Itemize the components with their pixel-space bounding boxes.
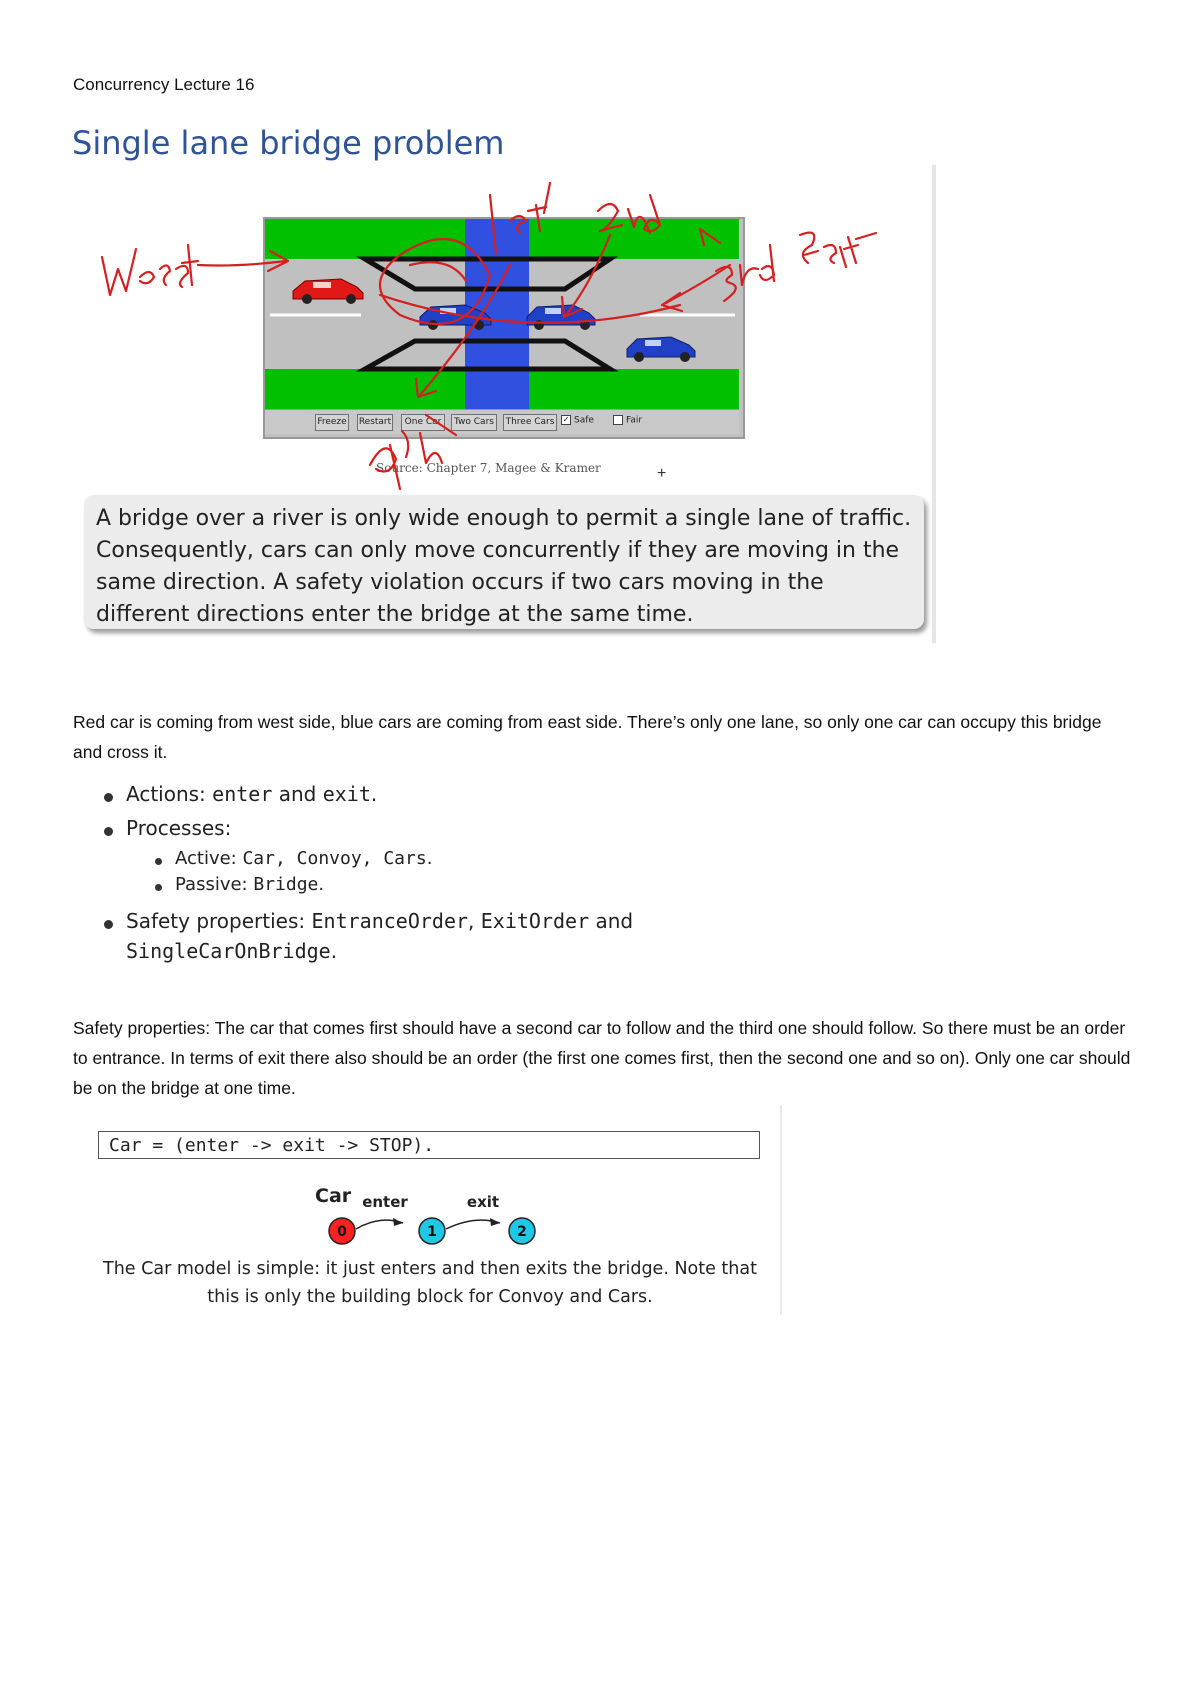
state-2-label: 2	[517, 1224, 527, 1240]
bullet-dot	[104, 920, 113, 929]
fair-label: Fair	[626, 415, 643, 426]
paragraph-safety: Safety properties: The car that comes first should have a second car to follow and the third one should follow. So there must be an order to entrance. In terms of exit there also should be an order (the first one comes first, then the second one and so on). Only one car should be on the bridge at one time.	[73, 1018, 1131, 1098]
actions-processes-figure	[90, 782, 690, 972]
single-car-on-bridge: SingleCarOnBridge	[126, 939, 331, 963]
two-cars-button[interactable]: Two Cars	[451, 414, 497, 431]
car-model-figure	[90, 1105, 790, 1315]
freeze-button[interactable]: Freeze	[315, 414, 349, 431]
figure-edge	[780, 1105, 782, 1315]
lts-title: Car	[315, 1185, 352, 1207]
entrance-order: EntranceOrder	[311, 909, 469, 933]
sub-bullet-active	[175, 848, 432, 869]
one-car-button[interactable]: One Car	[401, 414, 445, 431]
active-items: Car, Convoy, Cars	[242, 848, 427, 869]
safety-label: Safety properties:	[126, 909, 312, 933]
simulation-controls	[265, 409, 739, 434]
sub-bullet-dot	[155, 858, 162, 865]
comma-text: ,	[468, 909, 481, 933]
figure-source-caption: Source: Chapter 7, Magee & Kramer	[376, 461, 601, 475]
fair-checkbox[interactable]	[613, 415, 642, 426]
state-1-label: 1	[427, 1224, 437, 1240]
and-text: and	[272, 782, 323, 806]
enter-label: enter	[362, 1193, 408, 1211]
bullet-dot	[104, 827, 113, 836]
bullet-actions	[126, 782, 377, 806]
state-0-label: 0	[337, 1224, 347, 1240]
exit-order: ExitOrder	[480, 909, 590, 933]
passive-item: Bridge	[253, 874, 319, 895]
paragraph-description: Red car is coming from west side, blue cars are coming from east side. There’s only one lane, so only one car can occupy this bridge and cross it.	[73, 712, 1102, 762]
definition-box	[84, 495, 924, 629]
document-header: Concurrency Lecture 16	[73, 75, 255, 94]
page-title: Single lane bridge problem	[72, 124, 505, 162]
exit-label: exit	[466, 1193, 500, 1211]
safe-label: Safe	[574, 415, 594, 426]
handwritten-west-label	[102, 245, 198, 295]
bullet-safety-continued	[126, 939, 337, 963]
and-word: and	[589, 909, 634, 933]
period-text: .	[370, 782, 378, 806]
active-label: Active:	[175, 848, 243, 869]
car-code-box: Car = (enter -> exit -> STOP).	[98, 1131, 760, 1159]
passive-label: Passive:	[175, 874, 254, 895]
actions-label: Actions:	[126, 782, 213, 806]
bullet-safety	[126, 909, 633, 933]
plus-icon: +	[657, 465, 667, 482]
period-text: .	[330, 939, 338, 963]
sub-bullet-passive	[175, 874, 324, 895]
bridge-scene	[265, 219, 739, 433]
bridge-simulation-window	[263, 217, 745, 439]
car-model-caption: The Car model is simple: it just enters and then exits the bridge. Note that this is only the building block for Convoy and Cars.	[103, 1259, 757, 1307]
period-text: .	[318, 874, 325, 895]
bullet-processes: Processes:	[126, 816, 232, 840]
checkmark-icon: ✓	[562, 415, 570, 424]
restart-button[interactable]: Restart	[357, 414, 393, 431]
bridge-figure	[80, 165, 936, 643]
sub-bullet-dot	[155, 884, 162, 891]
definition-text: A bridge over a river is only wide enough to permit a single lane of traffic. Consequently, cars can only move concurrently if they are moving in the same direction. A safety violation occurs if two cars moving in the different directions enter the bridge at the same time.	[96, 506, 912, 627]
figure-edge	[932, 165, 936, 643]
period-text: .	[426, 848, 433, 869]
safe-checkbox[interactable]	[561, 415, 594, 426]
unchecked-box-icon	[613, 415, 623, 425]
car-lts-diagram	[90, 1105, 780, 1255]
bullet-dot	[104, 793, 113, 802]
three-cars-button[interactable]: Three Cars	[503, 414, 557, 431]
action-enter: enter	[212, 782, 273, 806]
action-exit: exit	[322, 782, 371, 806]
